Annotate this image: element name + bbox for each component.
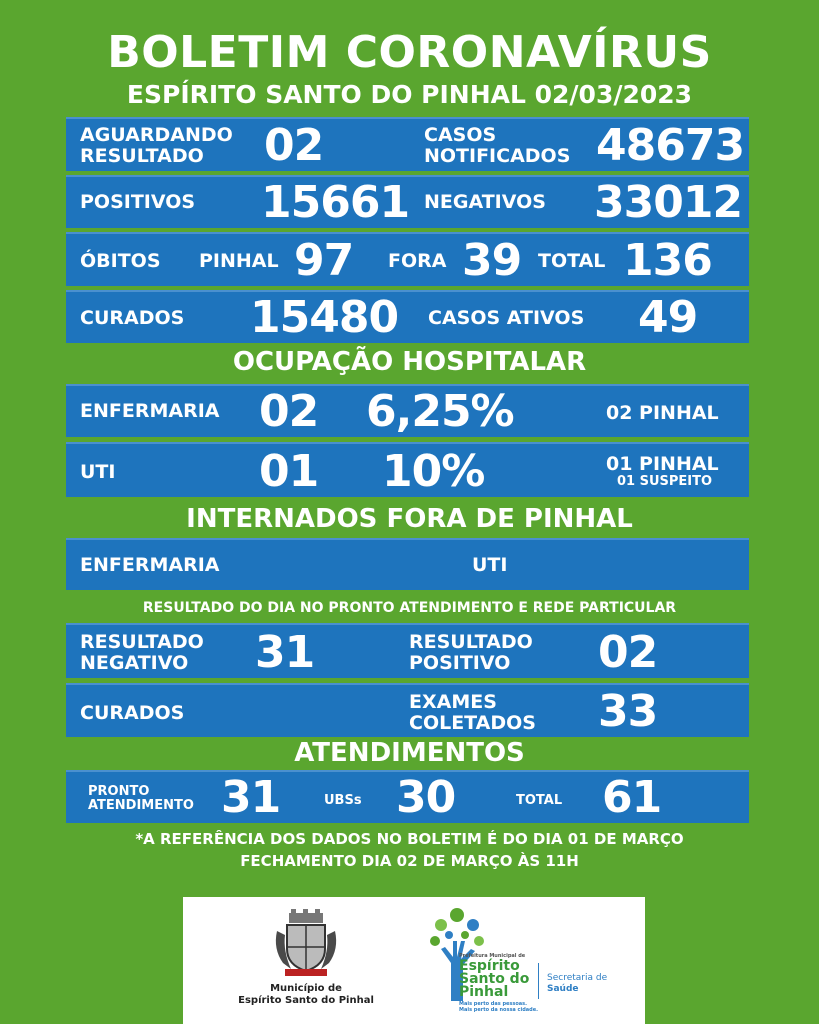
ocupacao-uti-value: 01: [259, 446, 319, 497]
negativos-label: NEGATIVOS: [424, 191, 546, 213]
section-atendimentos-title: ATENDIMENTOS: [294, 738, 525, 768]
panel-resultado-dia: [66, 623, 749, 678]
casos-ativos-label: CASOS ATIVOS: [428, 307, 585, 329]
panel-ocupacao-uti: [66, 442, 749, 497]
internados-enfermaria-label: ENFERMARIA: [80, 554, 220, 576]
obitos-fora-label: FORA: [388, 250, 447, 272]
curados-value: 15480: [250, 292, 399, 343]
obitos-pinhal-label: PINHAL: [199, 250, 279, 272]
panel-ocupacao-enfermaria: [66, 384, 749, 437]
aguardando-value: 02: [264, 120, 324, 171]
footer-note-line1: *A REFERÊNCIA DOS DADOS NO BOLETIM É DO DIA 01 DE MARÇO: [135, 830, 684, 848]
section-ocupacao-title: OCUPAÇÃO HOSPITALAR: [232, 347, 587, 377]
panel-internados-fora: [66, 538, 749, 590]
resultado-negativo-label-line2: NEGATIVO: [80, 652, 189, 674]
ocupacao-uti-percent: 10%: [382, 446, 485, 497]
pronto-atendimento-label-line1: PRONTO: [88, 784, 150, 799]
obitos-total-label: TOTAL: [538, 250, 606, 272]
resultado-positivo-label-line1: RESULTADO: [409, 631, 533, 653]
casos-label-line2: NOTIFICADOS: [424, 145, 571, 167]
negativos-value: 33012: [594, 177, 743, 228]
section-resultado-dia-title: RESULTADO DO DIA NO PRONTO ATENDIMENTO E REDE PARTICULAR: [142, 600, 677, 616]
aguardando-label-line2: RESULTADO: [80, 145, 204, 167]
pronto-atendimento-label-line2: ATENDIMENTO: [88, 798, 194, 813]
panel-aguardando-casos: [66, 117, 749, 171]
exames-coletados-label-line1: EXAMES: [409, 691, 497, 713]
secretaria-line2: Saúde: [547, 984, 579, 994]
slogan-line1: Mais perto das pessoas.: [459, 1001, 528, 1007]
ubs-value: 30: [396, 772, 456, 823]
secretaria-line1: Secretaria de: [547, 973, 608, 983]
casos-ativos-value: 49: [638, 292, 698, 343]
coat-of-arms-icon: [271, 909, 341, 979]
obitos-total-value: 136: [623, 235, 712, 286]
resultado-positivo-value: 02: [598, 627, 658, 678]
ocupacao-enfermaria-value: 02: [259, 386, 319, 437]
page-title: BOLETIM CORONAVÍRUS: [107, 27, 712, 78]
exames-coletados-label-line2: COLETADOS: [409, 712, 536, 734]
municipio-line2: Espírito Santo do Pinhal: [238, 995, 374, 1006]
ocupacao-uti-note-line1: 01 PINHAL: [606, 453, 719, 475]
casos-label-line1: CASOS: [424, 124, 497, 146]
slogan-line2: Mais perto da nossa cidade.: [459, 1007, 539, 1013]
curados-label: CURADOS: [80, 307, 185, 329]
casos-value: 48673: [596, 120, 745, 171]
positivos-label: POSITIVOS: [80, 191, 196, 213]
exames-coletados-value: 33: [598, 686, 658, 737]
resultado-negativo-label-line1: RESULTADO: [80, 631, 204, 653]
logos-panel: [183, 897, 645, 1024]
obitos-label: ÓBITOS: [80, 250, 161, 272]
panel-atendimentos: [66, 770, 749, 823]
panel-positivos-negativos: [66, 175, 749, 228]
brand-line3: Pinhal: [459, 984, 509, 1000]
panel-curados-ativos: [66, 290, 749, 343]
logo-divider: [538, 963, 539, 999]
ocupacao-enfermaria-note: 02 PINHAL: [606, 402, 719, 424]
internados-uti-label: UTI: [472, 554, 508, 576]
aguardando-label-line1: AGUARDANDO: [80, 124, 233, 146]
panel-curados-exames: [66, 683, 749, 737]
municipio-line1: Município de: [270, 983, 342, 994]
obitos-fora-value: 39: [462, 235, 522, 286]
atendimentos-total-value: 61: [602, 772, 662, 823]
ocupacao-uti-label: UTI: [80, 461, 116, 483]
footer-note-line2: FECHAMENTO DIA 02 DE MARÇO ÀS 11H: [240, 852, 579, 870]
atendimentos-total-label: TOTAL: [516, 793, 563, 808]
section-internados-title: INTERNADOS FORA DE PINHAL: [186, 504, 633, 534]
panel-obitos: [66, 232, 749, 286]
pronto-atendimento-value: 31: [221, 772, 281, 823]
resultado-positivo-label-line2: POSITIVO: [409, 652, 511, 674]
positivos-value: 15661: [261, 177, 410, 228]
page-subtitle: ESPÍRITO SANTO DO PINHAL 02/03/2023: [126, 80, 693, 109]
obitos-pinhal-value: 97: [294, 235, 354, 286]
ocupacao-enfermaria-label: ENFERMARIA: [80, 400, 220, 422]
prefeitura-small-text: Prefeitura Municipal de: [459, 953, 526, 959]
brand-line2: Santo do: [459, 971, 530, 987]
ocupacao-enfermaria-percent: 6,25%: [366, 386, 514, 437]
ubs-label: UBSs: [324, 793, 362, 808]
resultado-negativo-value: 31: [255, 627, 315, 678]
brand-line1: Espírito: [459, 958, 520, 974]
dia-curados-label: CURADOS: [80, 702, 185, 724]
ocupacao-uti-note-line2: 01 SUSPEITO: [617, 474, 713, 489]
